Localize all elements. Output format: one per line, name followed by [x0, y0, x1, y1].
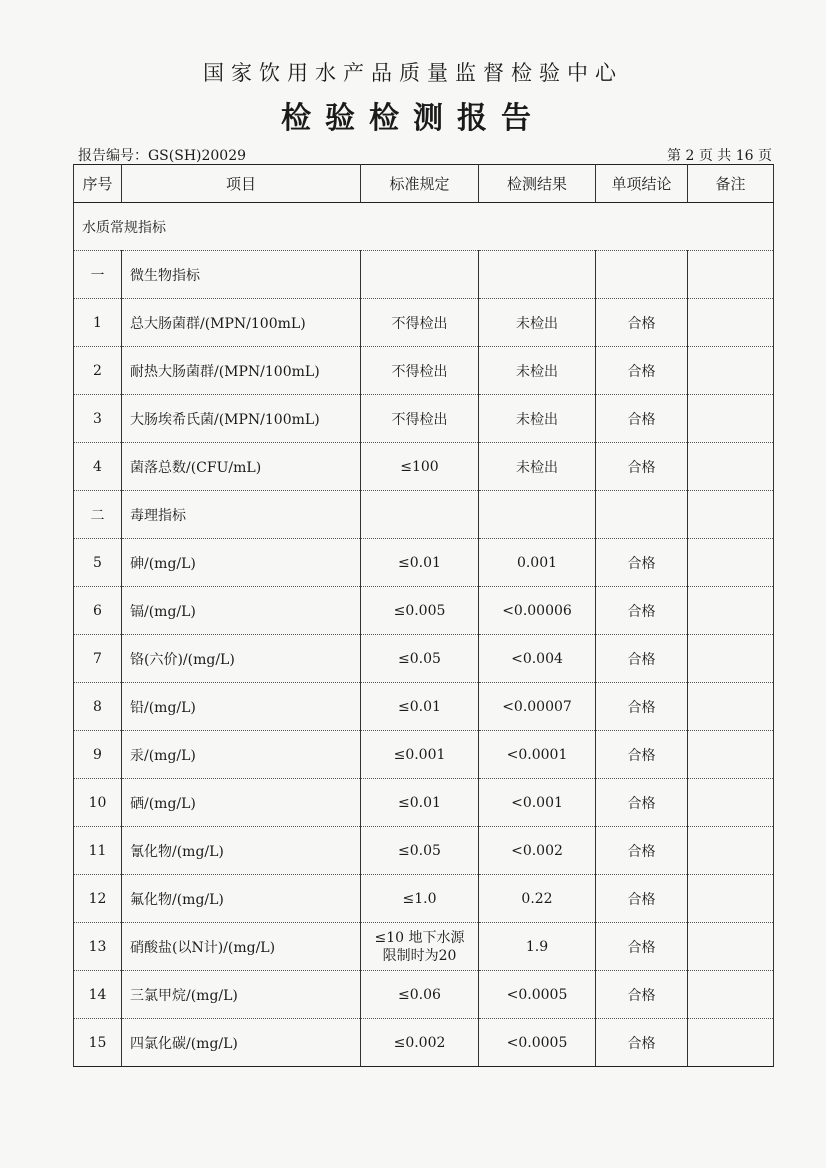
row-number: 6 — [74, 587, 122, 635]
table-row — [74, 923, 774, 971]
remark — [688, 539, 774, 587]
item-name: 硒/(mg/L) — [122, 779, 361, 827]
item-name: 铬(六价)/(mg/L) — [122, 635, 361, 683]
test-result: 0.22 — [479, 875, 596, 923]
conclusion: 合格 — [596, 827, 688, 875]
row-number: 9 — [74, 731, 122, 779]
table-row — [74, 875, 774, 923]
item-name: 氰化物/(mg/L) — [122, 827, 361, 875]
standard-value — [361, 923, 479, 971]
item-name: 铅/(mg/L) — [122, 683, 361, 731]
standard-value: ≤0.06 — [361, 971, 479, 1019]
test-result: <0.0005 — [479, 1019, 596, 1067]
table-row — [74, 683, 774, 731]
remark — [688, 635, 774, 683]
table-row — [74, 1019, 774, 1067]
section-name: 微生物指标 — [122, 251, 361, 299]
test-result: <0.00007 — [479, 683, 596, 731]
standard-value: ≤1.0 — [361, 875, 479, 923]
test-result: 未检出 — [479, 443, 596, 491]
remark — [688, 1019, 774, 1067]
conclusion: 合格 — [596, 539, 688, 587]
report-number: 报告编号：GS(SH)20029 — [78, 148, 247, 164]
standard-value: ≤0.002 — [361, 1019, 479, 1067]
test-result: 1.9 — [479, 923, 596, 971]
table-row — [74, 443, 774, 491]
section-row-toxicology — [74, 491, 774, 539]
remark — [688, 347, 774, 395]
row-number: 12 — [74, 875, 122, 923]
test-result: 未检出 — [479, 395, 596, 443]
standard-value: ≤0.01 — [361, 683, 479, 731]
page-indicator: 第 2 页 共 16 页 — [667, 148, 772, 164]
row-number: 14 — [74, 971, 122, 1019]
item-name: 氟化物/(mg/L) — [122, 875, 361, 923]
section-no: 二 — [74, 491, 122, 539]
row-number: 8 — [74, 683, 122, 731]
remark — [688, 683, 774, 731]
org-title: 国家饮用水产品质量监督检验中心 — [203, 61, 623, 85]
remark — [688, 971, 774, 1019]
table-row — [74, 299, 774, 347]
standard-value: 不得检出 — [361, 395, 479, 443]
table-row — [74, 635, 774, 683]
item-name: 砷/(mg/L) — [122, 539, 361, 587]
table-row — [74, 539, 774, 587]
remark — [688, 923, 774, 971]
conclusion: 合格 — [596, 923, 688, 971]
standard-value: 不得检出 — [361, 347, 479, 395]
table-row — [74, 779, 774, 827]
row-number: 11 — [74, 827, 122, 875]
col-header-note: 备注 — [688, 165, 774, 203]
item-name: 大肠埃希氏菌/(MPN/100mL) — [122, 395, 361, 443]
conclusion: 合格 — [596, 971, 688, 1019]
conclusion: 合格 — [596, 875, 688, 923]
col-header-result: 检测结果 — [479, 165, 596, 203]
row-number: 3 — [74, 395, 122, 443]
conclusion: 合格 — [596, 347, 688, 395]
test-result: <0.001 — [479, 779, 596, 827]
test-result: <0.0005 — [479, 971, 596, 1019]
table-row — [74, 971, 774, 1019]
section-name: 毒理指标 — [122, 491, 361, 539]
table-row — [74, 827, 774, 875]
item-name: 三氯甲烷/(mg/L) — [122, 971, 361, 1019]
row-number: 4 — [74, 443, 122, 491]
item-name: 耐热大肠菌群/(MPN/100mL) — [122, 347, 361, 395]
standard-value: ≤0.01 — [361, 539, 479, 587]
test-result: <0.00006 — [479, 587, 596, 635]
test-result: <0.004 — [479, 635, 596, 683]
conclusion: 合格 — [596, 587, 688, 635]
col-header-standard: 标准规定 — [361, 165, 479, 203]
remark — [688, 395, 774, 443]
col-header-no: 序号 — [74, 165, 122, 203]
table-header-row — [74, 165, 774, 203]
results-table — [73, 164, 774, 1067]
standard-value: 不得检出 — [361, 299, 479, 347]
standard-value: ≤0.01 — [361, 779, 479, 827]
table-row — [74, 347, 774, 395]
standard-value: ≤0.001 — [361, 731, 479, 779]
report-title: 检验检测报告 — [281, 101, 545, 136]
item-name: 镉/(mg/L) — [122, 587, 361, 635]
table-row — [74, 731, 774, 779]
row-number: 15 — [74, 1019, 122, 1067]
col-header-conclusion: 单项结论 — [596, 165, 688, 203]
remark — [688, 875, 774, 923]
remark — [688, 731, 774, 779]
section-row-microbial — [74, 251, 774, 299]
conclusion: 合格 — [596, 1019, 688, 1067]
table-row — [74, 395, 774, 443]
conclusion: 合格 — [596, 779, 688, 827]
table-row — [74, 587, 774, 635]
remark — [688, 587, 774, 635]
standard-value: ≤100 — [361, 443, 479, 491]
item-name: 汞/(mg/L) — [122, 731, 361, 779]
col-header-item: 项目 — [122, 165, 361, 203]
remark — [688, 779, 774, 827]
row-number: 2 — [74, 347, 122, 395]
item-name: 菌落总数/(CFU/mL) — [122, 443, 361, 491]
item-name: 总大肠菌群/(MPN/100mL) — [122, 299, 361, 347]
conclusion: 合格 — [596, 443, 688, 491]
row-number: 1 — [74, 299, 122, 347]
remark — [688, 827, 774, 875]
conclusion: 合格 — [596, 635, 688, 683]
standard-value: ≤0.005 — [361, 587, 479, 635]
row-number: 7 — [74, 635, 122, 683]
item-name: 硝酸盐(以N计)/(mg/L) — [122, 923, 361, 971]
conclusion: 合格 — [596, 731, 688, 779]
conclusion: 合格 — [596, 395, 688, 443]
row-number: 10 — [74, 779, 122, 827]
test-result: 0.001 — [479, 539, 596, 587]
remark — [688, 299, 774, 347]
standard-value: ≤0.05 — [361, 827, 479, 875]
standard-value: ≤0.05 — [361, 635, 479, 683]
test-result: 未检出 — [479, 299, 596, 347]
test-result: <0.002 — [479, 827, 596, 875]
item-name: 四氯化碳/(mg/L) — [122, 1019, 361, 1067]
test-result: <0.0001 — [479, 731, 596, 779]
test-result: 未检出 — [479, 347, 596, 395]
standard-value-line: 限制时为20 — [382, 947, 457, 964]
conclusion: 合格 — [596, 683, 688, 731]
section-no: 一 — [74, 251, 122, 299]
category-row — [74, 203, 774, 251]
standard-value-line: ≤10 地下水源 — [374, 929, 465, 946]
category-label: 水质常规指标 — [74, 203, 774, 251]
row-number: 5 — [74, 539, 122, 587]
conclusion: 合格 — [596, 299, 688, 347]
remark — [688, 443, 774, 491]
row-number: 13 — [74, 923, 122, 971]
